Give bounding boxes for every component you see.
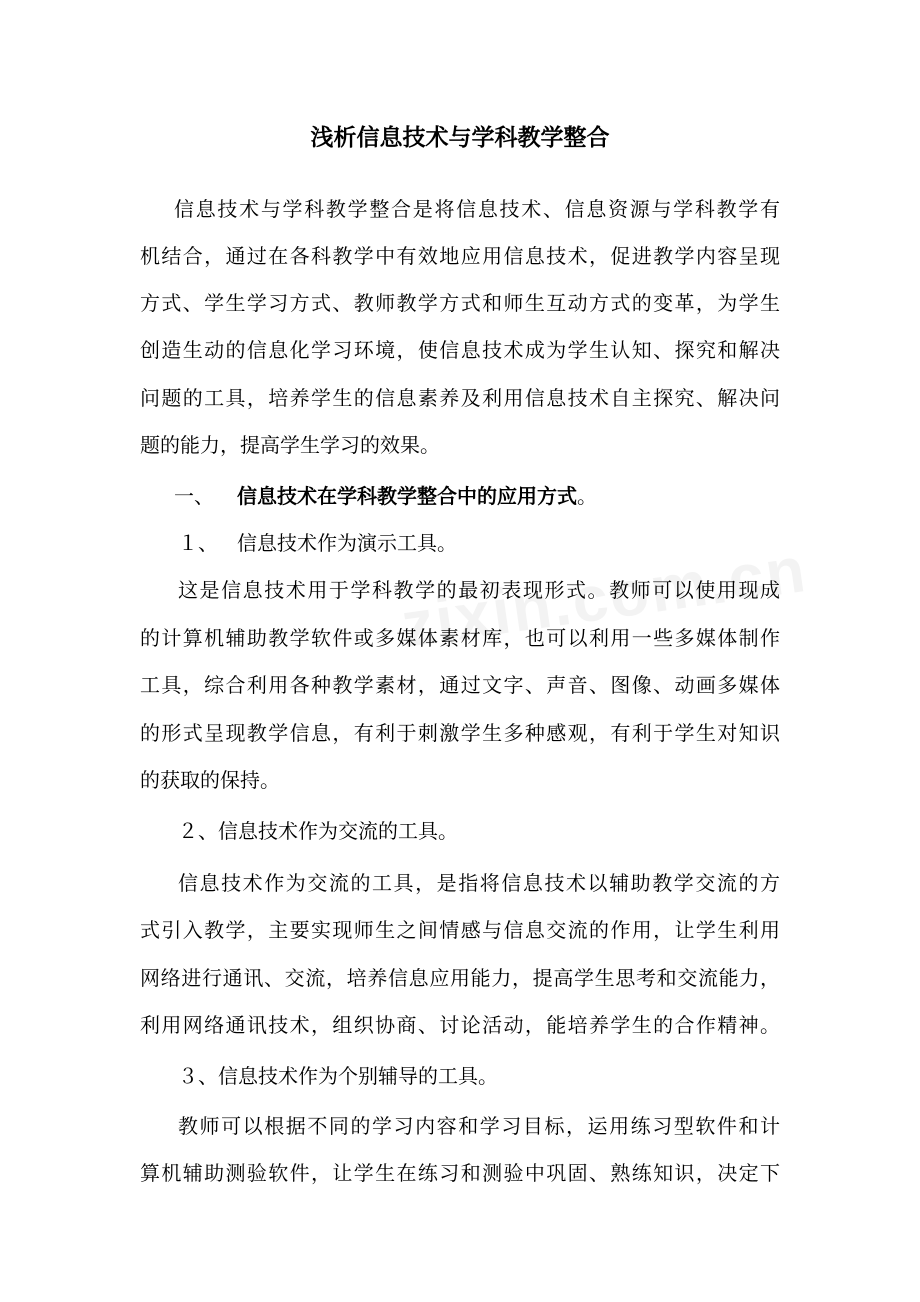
item-heading: ２、信息技术作为交流的工具。 bbox=[178, 819, 458, 843]
item-heading: 信息技术作为演示工具。 bbox=[237, 531, 457, 555]
paragraph-line: 的计算机辅助教学软件或多媒体素材库，也可以利用一些多媒体制作 bbox=[140, 626, 780, 650]
paragraph-line: 信息技术作为交流的工具，是指将信息技术以辅助教学交流的方 bbox=[178, 871, 780, 895]
item-heading: ３、信息技术作为个别辅导的工具。 bbox=[178, 1064, 498, 1088]
paragraph-line: 网络进行通讯、交流，培养信息应用能力，提高学生思考和交流能力， bbox=[140, 966, 780, 990]
paragraph-line: 利用网络通讯技术，组织协商、讨论活动，能培养学生的合作精神。 bbox=[140, 1013, 780, 1037]
section-number: 一、 bbox=[174, 484, 214, 508]
paragraph-line: 算机辅助测验软件，让学生在练习和测验中巩固、熟练知识，决定下 bbox=[140, 1161, 780, 1185]
paragraph-line: 的获取的保持。 bbox=[140, 768, 280, 792]
section-heading bbox=[237, 476, 597, 516]
paragraph-line: 题的能力，提高学生学习的效果。 bbox=[140, 433, 440, 457]
paragraph-line: 问题的工具，培养学生的信息素养及利用信息技术自主探究、解决问 bbox=[140, 386, 780, 410]
section-heading-end: 。 bbox=[577, 484, 597, 508]
item-number: １、 bbox=[178, 531, 218, 555]
paragraph-line: 方式、学生学习方式、教师教学方式和师生互动方式的变革，为学生 bbox=[140, 291, 780, 315]
paragraph-line: 工具，综合利用各种教学素材，通过文字、声音、图像、动画多媒体 bbox=[140, 673, 780, 697]
paragraph-line: 式引入教学，主要实现师生之间情感与信息交流的作用，让学生利用 bbox=[140, 918, 780, 942]
paragraph-line: 这是信息技术用于学科教学的最初表现形式。教师可以使用现成 bbox=[178, 578, 780, 602]
paragraph-line: 创造生动的信息化学习环境，使信息技术成为学生认知、探究和解决 bbox=[140, 338, 780, 362]
paragraph-line: 教师可以根据不同的学习内容和学习目标，运用练习型软件和计 bbox=[178, 1114, 780, 1138]
paragraph-line: 信息技术与学科教学整合是将信息技术、信息资源与学科教学有 bbox=[174, 197, 780, 221]
paragraph-line: 的形式呈现教学信息，有利于刺激学生多种感观，有利于学生对知识 bbox=[140, 721, 780, 745]
document-title: 浅析信息技术与学科教学整合 bbox=[310, 124, 610, 151]
section-heading-text: 信息技术在学科教学整合中的应用方式 bbox=[237, 484, 577, 508]
paragraph-line: 机结合，通过在各科教学中有效地应用信息技术，促进教学内容呈现 bbox=[140, 244, 780, 268]
